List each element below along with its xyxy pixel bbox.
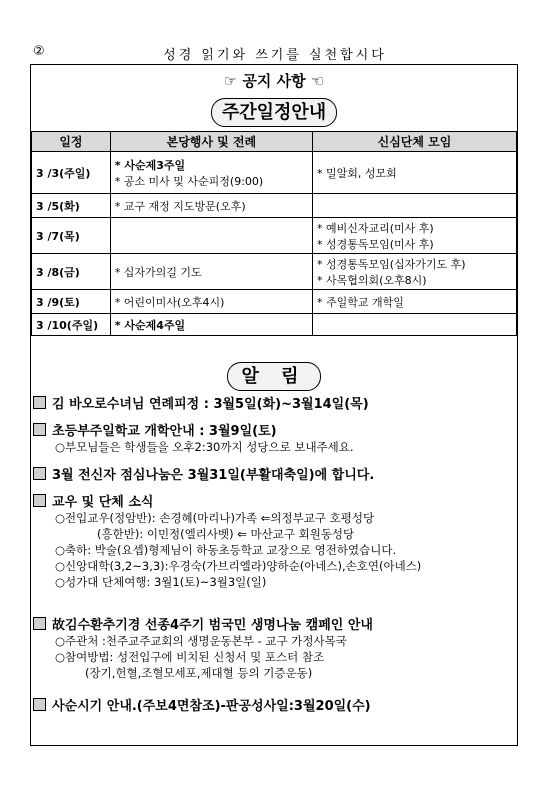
row-date: 3 /7(목) xyxy=(32,218,111,254)
row-events xyxy=(110,290,312,314)
row-groups xyxy=(312,254,516,290)
event-line: * 교구 재정 지도방문(오후) xyxy=(114,199,246,213)
announcement-line: ○전입교우(정암반): 손경혜(마리나)가족 ⇐의정부교구 호평성당 xyxy=(55,511,375,525)
column-header-events: 본당행사 및 전례 xyxy=(110,132,312,152)
schedule-title: 주간일정안내 xyxy=(211,98,337,127)
event-line: * 사순제3주일 xyxy=(114,158,186,172)
row-date: 3 /3(주일) xyxy=(32,152,111,194)
checkbox-icon xyxy=(33,617,46,630)
announcement-head: 3월 전신자 점심나눔은 3월31일(부활대축일)에 합니다. xyxy=(52,468,375,483)
announcement-item xyxy=(33,695,517,714)
announcement-item xyxy=(33,393,517,412)
announcement-item xyxy=(33,464,517,483)
announcement-item xyxy=(33,420,517,455)
checkbox-icon xyxy=(33,396,46,409)
checkbox-icon xyxy=(33,494,46,507)
checkbox-icon xyxy=(33,698,46,711)
announcement-head: 사순시기 안내.(주보4면참조)-판공성사일:3월20일(수) xyxy=(52,699,371,714)
announcement-line: (장기,헌혈,조혈모세포,제대혈 등의 기증운동) xyxy=(85,666,313,680)
column-header-date: 일정 xyxy=(32,132,111,152)
row-events xyxy=(110,254,312,290)
row-groups xyxy=(312,218,516,254)
page-title: 성경 읽기와 쓰기를 실천합시다 xyxy=(163,48,387,63)
table-row xyxy=(32,218,517,254)
page-header xyxy=(0,44,550,64)
table-row xyxy=(32,254,517,290)
group-line: * 사목협의회(오후8시) xyxy=(316,273,427,287)
row-groups xyxy=(312,194,516,218)
table-row xyxy=(32,152,517,194)
announcement-line: (흥한반): 이민정(엘리사벳) ⇐ 마산교구 회원동성당 xyxy=(97,527,355,541)
group-line: * 성경통독모임(미사 후) xyxy=(316,237,434,251)
row-groups xyxy=(312,152,516,194)
announcement-line: ○축하: 박술(요셉)형제님이 하동초등학교 교장으로 영전하였습니다. xyxy=(55,543,397,557)
bulletin-frame xyxy=(30,64,518,746)
schedule-table xyxy=(31,131,517,336)
notice-title: ☞ 공지 사항 ☜ xyxy=(223,72,325,90)
event-line: * 공소 미사 및 사순피정(9:00) xyxy=(114,174,264,188)
event-line: * 어린이미사(오후4시) xyxy=(114,295,225,309)
column-header-groups: 신심단체 모임 xyxy=(312,132,516,152)
row-groups xyxy=(312,290,516,314)
table-header-row xyxy=(32,132,517,152)
row-date: 3 /10(주일) xyxy=(32,314,111,336)
announcement-line: ○성가대 단체여행: 3월1(토)~3월3일(일) xyxy=(55,575,267,589)
row-date: 3 /5(화) xyxy=(32,194,111,218)
announcement-line: ○부모님들은 학생들을 오후2:30까지 성당으로 보내주세요. xyxy=(55,440,354,454)
row-date: 3 /8(금) xyxy=(32,254,111,290)
checkbox-icon xyxy=(33,423,46,436)
group-line: * 예비신자교리(미사 후) xyxy=(316,221,434,235)
group-line: * 주일학교 개학일 xyxy=(316,295,404,309)
announcement-head: 교우 및 단체 소식 xyxy=(52,495,154,510)
row-events xyxy=(110,152,312,194)
announcements-title: 알 림 xyxy=(227,362,321,391)
announcement-line: ○신앙대학(3,2~3,3):우경숙(가브리엘라)양하순(아네스),손호연(아네스) xyxy=(55,559,422,573)
row-groups xyxy=(312,314,516,336)
group-line: * 성경통독모임(십자가기도 후) xyxy=(316,257,466,271)
announcement-item xyxy=(33,614,517,681)
row-events xyxy=(110,314,312,336)
row-events xyxy=(110,194,312,218)
row-date: 3 /9(토) xyxy=(32,290,111,314)
page-number: ② xyxy=(33,44,45,59)
announcement-line: ○주관처 :천주교주교회의 생명운동본부 - 교구 가정사목국 xyxy=(55,634,347,648)
group-line: * 밀알회, 성모회 xyxy=(316,166,397,180)
announcement-item xyxy=(33,491,517,590)
event-line: * 사순제4주일 xyxy=(114,318,186,332)
table-row xyxy=(32,314,517,336)
announcement-head: 故김수환추기경 선종4주기 범국민 생명나눔 캠페인 안내 xyxy=(52,618,373,633)
announcement-head: 김 바오로수녀님 연례피정 : 3월5일(화)~3월14일(목) xyxy=(52,397,369,412)
row-events xyxy=(110,218,312,254)
announcement-line: ○참여방법: 성전입구에 비치된 신청서 및 포스터 참조 xyxy=(55,650,325,664)
announcement-head: 초등부주일학교 개학안내 : 3월9일(토) xyxy=(52,424,277,439)
checkbox-icon xyxy=(33,467,46,480)
table-row xyxy=(32,290,517,314)
event-line: * 십자가의길 기도 xyxy=(114,265,202,279)
table-row xyxy=(32,194,517,218)
